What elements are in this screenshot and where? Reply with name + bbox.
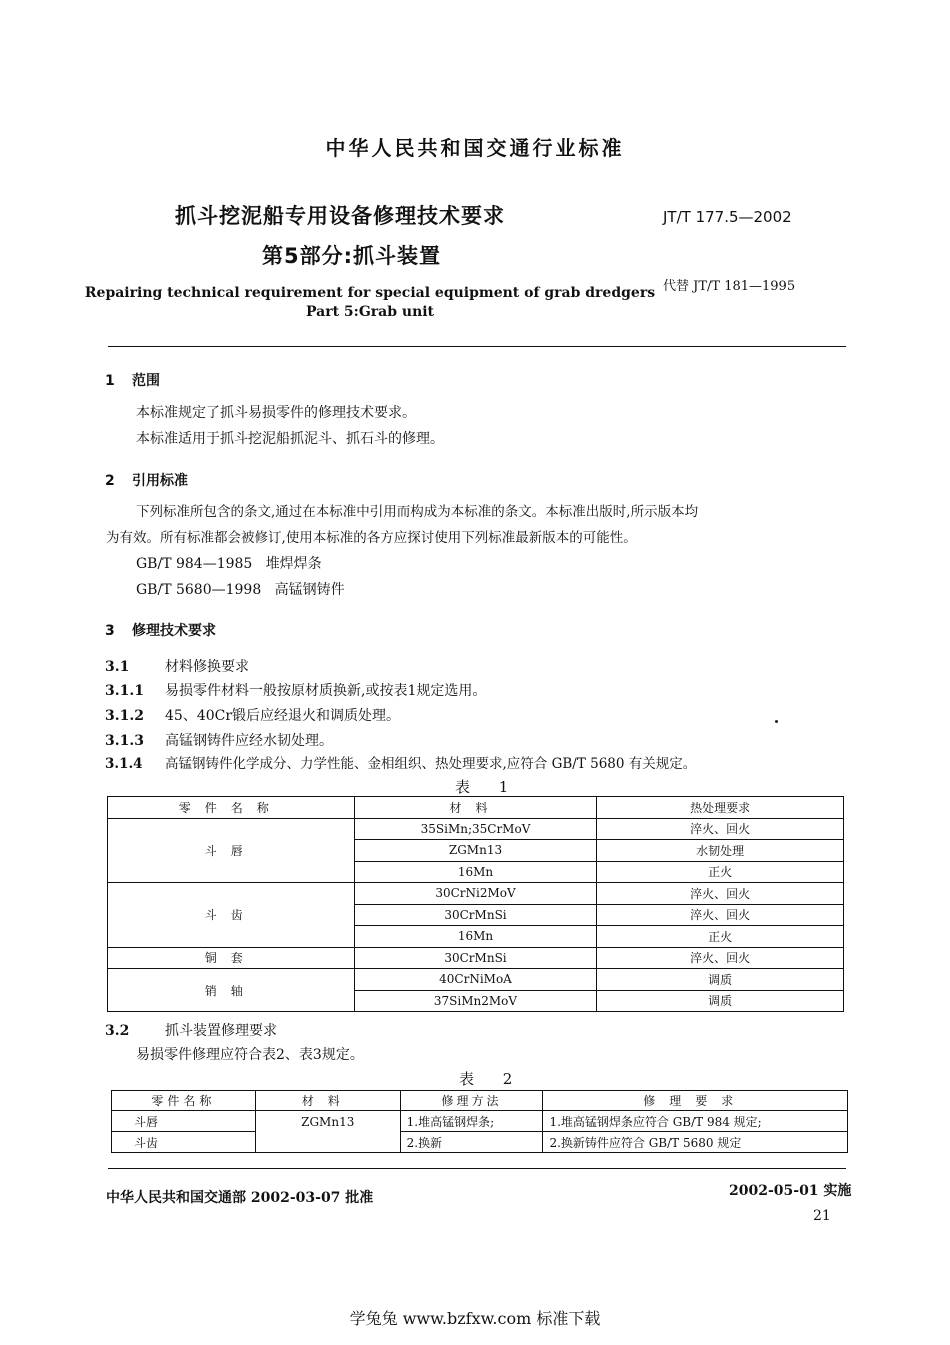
table-1-header-heat-treatment: 热处理要求	[597, 797, 844, 819]
organization-title: 中华人民共和国交通行业标准	[325, 136, 625, 160]
table-1-treatment: 淬火、回火	[597, 818, 844, 840]
table-1-part: 斗唇	[108, 818, 355, 883]
table-1-treatment: 调质	[597, 969, 844, 991]
table-2-header-requirement: 修理要求	[543, 1091, 848, 1111]
watermark-text: 学兔兔 www.bzfxw.com 标准下载	[349, 1309, 601, 1328]
table-1-part: 斗齿	[108, 883, 355, 948]
table-2-header-part: 零件名称	[112, 1091, 256, 1111]
table-1-treatment: 调质	[597, 990, 844, 1012]
table-2-header-material: 材料	[255, 1091, 400, 1111]
table-1-material: ZGMn13	[354, 840, 597, 862]
table-1-material: 16Mn	[354, 926, 597, 948]
reference-2: GB/T 5680—1998 高锰钢铸件	[136, 582, 345, 598]
table-2-method: 1.堆高锰钢焊条;	[400, 1111, 543, 1132]
standard-number: JT/T 177.5—2002	[663, 208, 792, 226]
approval-statement: 中华人民共和国交通部 2002-03-07 批准	[106, 1190, 374, 1206]
clause-3-2: 3.2 抓斗装置修理要求	[105, 1023, 277, 1039]
replaces-standard: 代替 JT/T 181—1995	[663, 279, 796, 294]
table-1-header-material: 材料	[354, 797, 597, 819]
table-1-material: 37SiMn2MoV	[354, 990, 597, 1012]
table-1-header-row	[108, 797, 844, 819]
table-1-material: 40CrNiMoA	[354, 969, 597, 991]
speck	[775, 720, 778, 723]
clause-3-2-paragraph: 易损零件修理应符合表2、表3规定。	[136, 1047, 364, 1063]
section-1-paragraph-2: 本标准适用于抓斗挖泥船抓泥斗、抓石斗的修理。	[136, 431, 444, 447]
header-divider	[108, 346, 846, 347]
table-1-treatment: 淬火、回火	[597, 947, 844, 969]
table-1-treatment: 正火	[597, 861, 844, 883]
table-1-treatment: 水韧处理	[597, 840, 844, 862]
table-1-material: 35SiMn;35CrMoV	[354, 818, 597, 840]
implementation-date: 2002-05-01 实施	[729, 1183, 852, 1199]
table-1-header-part: 零件名称	[108, 797, 355, 819]
document-title-line2: 第5部分:抓斗装置	[262, 244, 442, 268]
table-1-material: 30CrMnSi	[354, 947, 597, 969]
table-2-material: ZGMn13	[255, 1111, 400, 1153]
clause-3-1-3: 3.1.3 高锰钢铸件应经水韧处理。	[105, 733, 333, 749]
section-2-heading: 2 引用标准	[105, 473, 188, 489]
document-title-line1: 抓斗挖泥船专用设备修理技术要求	[175, 204, 505, 228]
clause-3-1-2: 3.1.2 45、40Cr锻后应经退火和调质处理。	[105, 708, 401, 724]
reference-1: GB/T 984—1985 堆焊焊条	[136, 556, 322, 572]
table-2-header-row	[112, 1091, 848, 1111]
table-row	[108, 947, 844, 969]
table-2	[111, 1090, 848, 1153]
table-row	[112, 1111, 848, 1132]
table-1-part: 销轴	[108, 969, 355, 1012]
table-row	[112, 1132, 848, 1153]
table-2-method: 2.换新	[400, 1132, 543, 1153]
clause-3-1-4: 3.1.4 高锰钢铸件化学成分、力学性能、金相组织、热处理要求,应符合 GB/T 5680 有关规定。	[105, 756, 697, 772]
section-3-heading: 3 修理技术要求	[105, 623, 216, 639]
table-1	[107, 796, 844, 1012]
table-row	[108, 969, 844, 991]
table-1-material: 30CrMnSi	[354, 904, 597, 926]
table-2-requirement: 1.堆高锰钢焊条应符合 GB/T 984 规定;	[543, 1111, 848, 1132]
table-1-treatment: 淬火、回火	[597, 904, 844, 926]
section-2-paragraph-line1: 下列标准所包含的条文,通过在本标准中引用而构成为本标准的条文。本标准出版时,所示版本均	[136, 504, 699, 520]
english-title-line1: Repairing technical requirement for special equipment of grab dredgers	[84, 285, 656, 301]
table-2-header-method: 修理方法	[400, 1091, 543, 1111]
table-2-caption: 表 2	[459, 1070, 525, 1088]
section-1-paragraph-1: 本标准规定了抓斗易损零件的修理技术要求。	[136, 405, 416, 421]
english-title-line2: Part 5:Grab unit	[305, 304, 435, 320]
table-2-part: 斗齿	[112, 1132, 256, 1153]
table-2-part: 斗唇	[112, 1111, 256, 1132]
clause-3-1-1: 3.1.1 易损零件材料一般按原材质换新,或按表1规定选用。	[105, 683, 487, 699]
table-1-caption: 表 1	[455, 778, 521, 796]
section-2-paragraph-line2: 为有效。所有标准都会被修订,使用本标准的各方应探讨使用下列标准最新版本的可能性。	[106, 530, 637, 546]
table-1-treatment: 淬火、回火	[597, 883, 844, 905]
table-1-material: 16Mn	[354, 861, 597, 883]
table-1-part: 铜套	[108, 947, 355, 969]
page-number: 21	[813, 1208, 831, 1224]
table-1-material: 30CrNi2MoV	[354, 883, 597, 905]
table-row	[108, 883, 844, 905]
table-row	[108, 818, 844, 840]
table-2-requirement: 2.换新铸件应符合 GB/T 5680 规定	[543, 1132, 848, 1153]
clause-3-1: 3.1 材料修换要求	[105, 659, 249, 675]
footer-divider	[108, 1168, 846, 1169]
section-1-heading: 1 范围	[105, 373, 160, 389]
table-1-treatment: 正火	[597, 926, 844, 948]
